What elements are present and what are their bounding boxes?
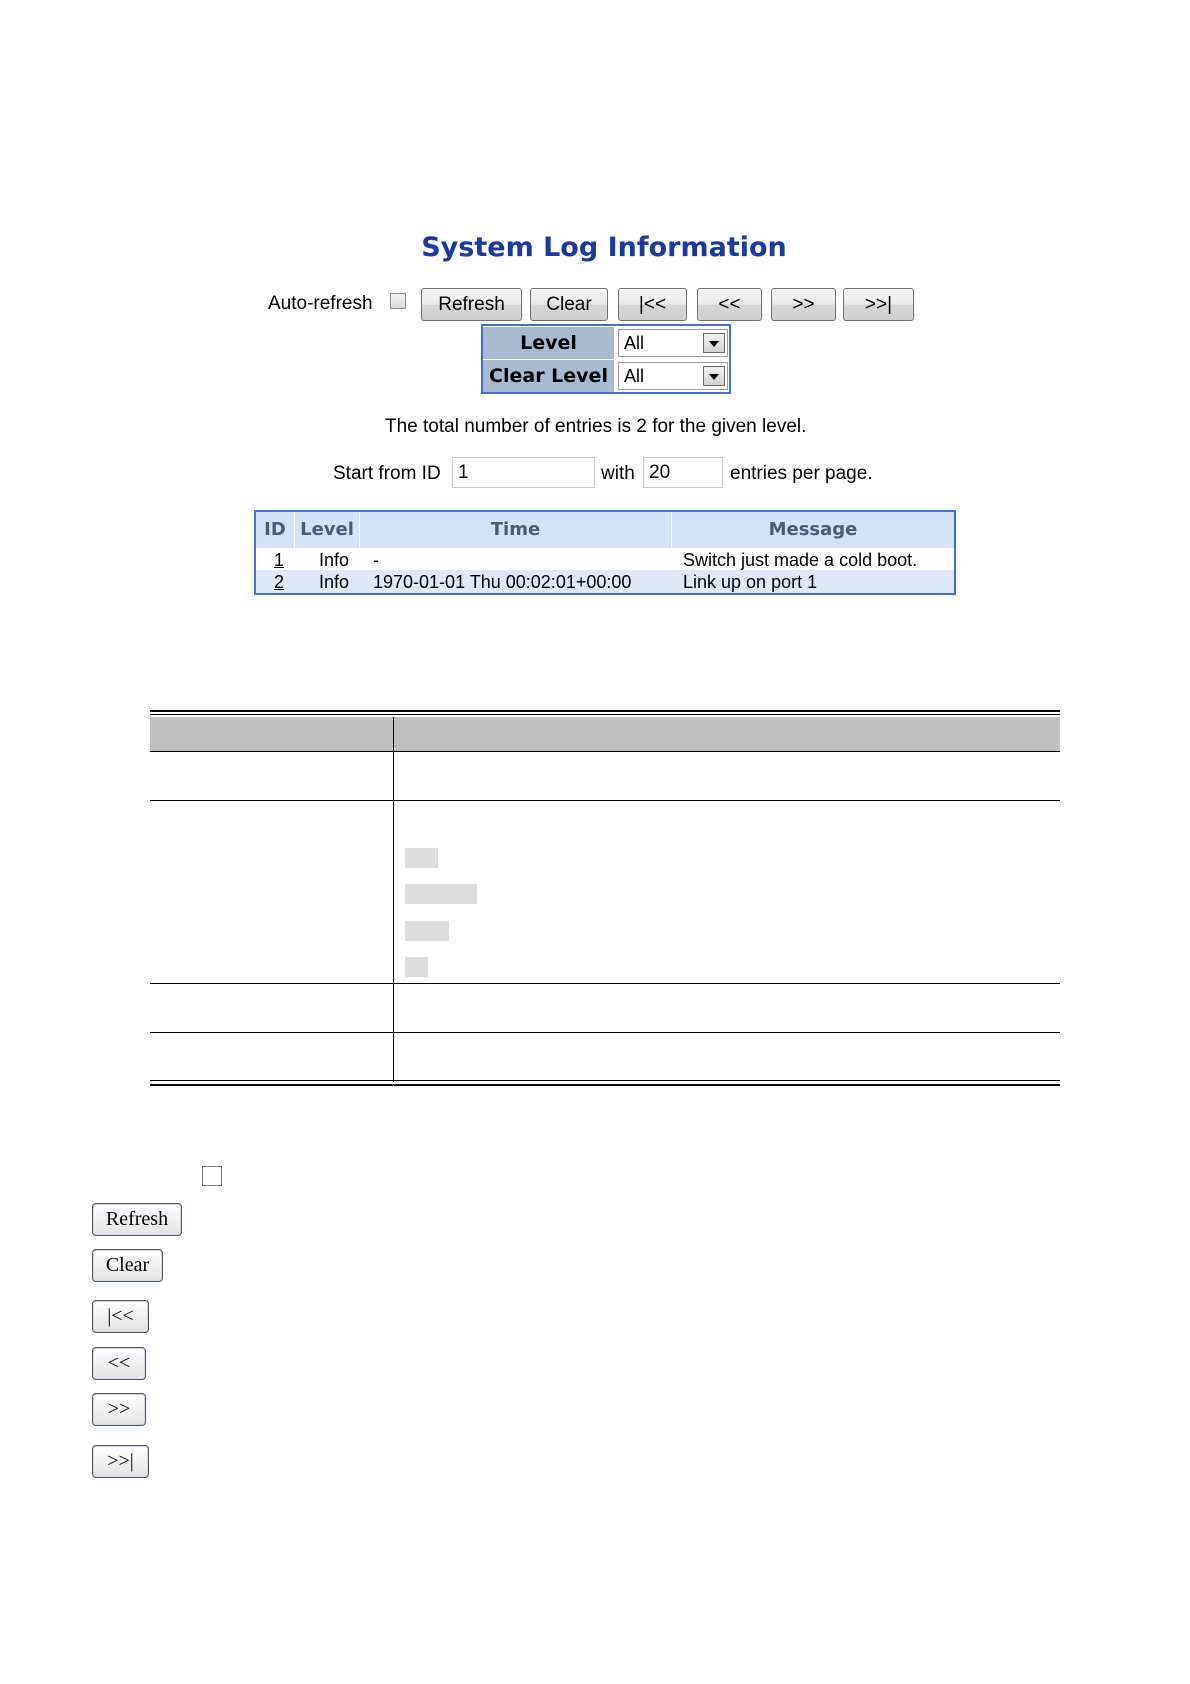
next-page-button[interactable]: >> xyxy=(92,1393,146,1426)
level-filter-table xyxy=(481,324,731,394)
table-rule xyxy=(150,800,1060,801)
first-page-button[interactable]: |<< xyxy=(92,1300,149,1333)
log-message: Switch just made a cold boot. xyxy=(683,550,918,570)
parameter-table-header xyxy=(150,717,1060,751)
refresh-button[interactable]: Refresh xyxy=(92,1203,182,1236)
with-label: with xyxy=(601,463,635,484)
log-level: Info xyxy=(319,572,350,592)
last-page-button[interactable]: >>| xyxy=(92,1445,149,1478)
clear-level-select-value: All xyxy=(624,366,645,386)
previous-page-button[interactable]: << xyxy=(92,1347,146,1380)
clear-button[interactable]: Clear xyxy=(92,1249,163,1282)
entries-per-page-input[interactable]: 20 xyxy=(643,457,723,488)
log-id-link[interactable]: 2 xyxy=(274,572,285,592)
column-header-level: Level xyxy=(295,512,360,548)
auto-refresh-checkbox[interactable] xyxy=(202,1166,222,1186)
start-id-input[interactable]: 1 xyxy=(452,457,595,488)
highlight-block xyxy=(405,884,477,904)
highlight-block xyxy=(405,957,428,977)
next-page-button[interactable]: >> xyxy=(771,288,836,321)
system-log-table xyxy=(254,510,956,595)
log-id-link[interactable]: 1 xyxy=(274,550,285,570)
level-select[interactable] xyxy=(618,329,728,357)
table-rule xyxy=(150,1080,1060,1081)
clear-level-label: Clear Level xyxy=(483,360,614,392)
total-entries-text: The total number of entries is 2 for the given level. xyxy=(385,416,807,437)
highlight-block xyxy=(405,848,438,868)
table-rule xyxy=(150,751,1060,752)
column-divider xyxy=(393,717,394,1082)
log-time: 1970-01-01 Thu 00:02:01+00:00 xyxy=(373,572,632,592)
entries-per-page-label: entries per page. xyxy=(730,463,873,484)
table-rule xyxy=(150,710,1060,712)
table-rule xyxy=(150,983,1060,984)
first-page-button[interactable]: |<< xyxy=(618,288,687,321)
auto-refresh-label: Auto-refresh xyxy=(268,293,373,314)
column-header-time: Time xyxy=(360,512,672,548)
refresh-button[interactable]: Refresh xyxy=(421,288,522,321)
dropdown-arrow-icon[interactable] xyxy=(703,333,725,353)
previous-page-button[interactable]: << xyxy=(697,288,762,321)
level-select-value: All xyxy=(624,333,645,353)
level-label: Level xyxy=(483,327,614,359)
log-time: - xyxy=(373,550,379,570)
last-page-button[interactable]: >>| xyxy=(843,288,914,321)
clear-button[interactable]: Clear xyxy=(530,288,608,321)
table-rule xyxy=(150,1032,1060,1033)
auto-refresh-checkbox[interactable] xyxy=(390,293,406,309)
start-from-label: Start from ID xyxy=(333,463,441,484)
log-message: Link up on port 1 xyxy=(683,572,818,592)
clear-level-select[interactable] xyxy=(618,362,728,390)
dropdown-arrow-icon[interactable] xyxy=(703,366,725,386)
table-rule xyxy=(150,1084,1060,1086)
column-header-message: Message xyxy=(672,512,954,548)
page-title: System Log Information xyxy=(421,232,787,263)
table-rule xyxy=(150,714,1060,715)
column-header-id: ID xyxy=(256,512,295,548)
log-level: Info xyxy=(319,550,350,570)
highlight-block xyxy=(405,921,449,941)
